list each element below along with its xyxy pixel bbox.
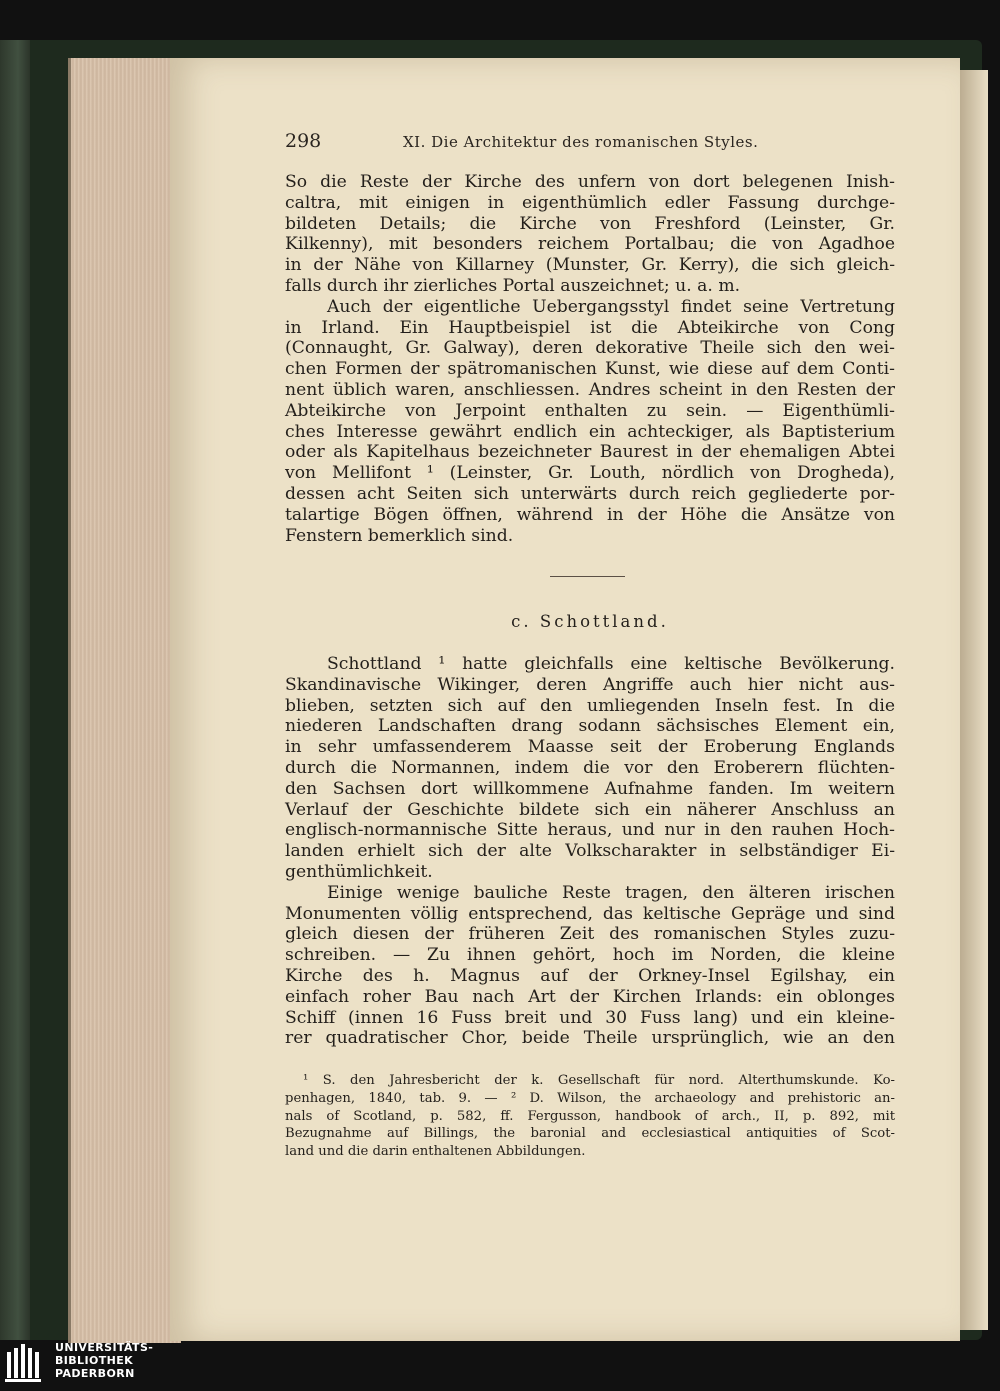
library-name bbox=[55, 1341, 153, 1380]
footnote-line: ¹ S. den Jahresbericht der k. Gesellschaft für nord. Alterthumskunde. Ko- bbox=[303, 1073, 895, 1088]
text-line: schreiben. — Zu ihnen gehört, hoch im Norden, die kleine bbox=[285, 945, 895, 966]
footnote-line: land und die darin enthaltenen Abbildungen. bbox=[285, 1144, 586, 1160]
text-line: oder als Kapitelhaus bezeichneter Baurest in der ehemaligen Abtei bbox=[285, 442, 895, 463]
page-header bbox=[285, 130, 895, 156]
text-line: blieben, setzten sich auf den umliegenden Inseln fest. In die bbox=[285, 695, 895, 716]
page-number: 298 bbox=[285, 130, 322, 152]
running-title: XI. Die Architektur des romanischen Styles. bbox=[403, 133, 759, 151]
section-divider bbox=[550, 576, 625, 577]
text-line: den Sachsen dort willkommene Aufnahme fanden. Im weitern bbox=[285, 778, 895, 799]
text-line: in Irland. Ein Hauptbeispiel ist die Abteikirche von Cong bbox=[285, 317, 895, 338]
text-line: durch die Normannen, indem die vor den Eroberern flüchten- bbox=[285, 757, 895, 778]
text-line: Fenstern bemerklich sind. bbox=[285, 525, 514, 546]
text-line: nent üblich waren, anschliessen. Andres scheint in den Resten der bbox=[285, 379, 895, 400]
text-line: chen Formen der spätromanischen Kunst, wie diese auf dem Conti- bbox=[285, 359, 895, 380]
text-line: genthümlichkeit. bbox=[285, 861, 433, 882]
text-line: Schottland ¹ hatte gleichfalls eine keltische Bevölkerung. bbox=[327, 654, 895, 674]
text-line: von Mellifont ¹ (Leinster, Gr. Louth, nördlich von Drogheda), bbox=[285, 463, 895, 484]
text-line: Auch der eigentliche Uebergangsstyl findet seine Vertretung bbox=[327, 296, 895, 317]
text-line: bildeten Details; die Kirche von Freshford (Leinster, Gr. bbox=[285, 213, 895, 234]
footnote-line: penhagen, 1840, tab. 9. — ² D. Wilson, the archaeology and prehistoric an- bbox=[285, 1090, 895, 1106]
body-text bbox=[285, 172, 895, 546]
text-line: rer quadratischer Chor, beide Theile ursprünglich, wie an den bbox=[285, 1028, 895, 1049]
library-emblem-icon bbox=[5, 1342, 45, 1384]
page-edges bbox=[68, 58, 181, 1343]
cover-marbling bbox=[0, 40, 30, 1340]
text-line: niederen Landschaften drang sodann sächsisches Element ein, bbox=[285, 716, 895, 737]
text-line: ches Interesse gewährt endlich ein achteckiger, als Baptisterium bbox=[285, 421, 895, 442]
text-line: einfach roher Bau nach Art der Kirchen Irlands: ein oblonges bbox=[285, 986, 895, 1007]
text-line: in der Nähe von Killarney (Munster, Gr. Kerry), die sich gleich- bbox=[285, 255, 895, 276]
facing-page-edge bbox=[958, 70, 988, 1330]
section-heading: c. Schottland. bbox=[511, 612, 669, 631]
text-line: englisch-normannische Sitte heraus, und nur in den rauhen Hoch- bbox=[285, 820, 895, 841]
text-line: (Connaught, Gr. Galway), deren dekorative Theile sich den wei- bbox=[285, 338, 895, 359]
text-line: in sehr umfassenderem Maasse seit der Eroberung Englands bbox=[285, 737, 895, 758]
text-line: dessen acht Seiten sich unterwärts durch reich gegliederte por- bbox=[285, 483, 895, 504]
library-name-line: PADERBORN bbox=[55, 1367, 135, 1380]
text-line: Abteikirche von Jerpoint enthalten zu sein. — Eigenthümli- bbox=[285, 400, 895, 421]
library-logo bbox=[5, 1340, 165, 1386]
footnote-line: nals of Scotland, p. 582, ff. Fergusson, handbook of arch., II, p. 892, mit bbox=[285, 1108, 895, 1124]
footnotes bbox=[285, 1072, 895, 1161]
text-line: Monumenten völlig entsprechend, das keltische Gepräge und sind bbox=[285, 903, 895, 924]
text-line: Einige wenige bauliche Reste tragen, den älteren irischen bbox=[327, 882, 895, 903]
footnote-line: Bezugnahme auf Billings, the baronial and ecclesiastical antiquities of Scot- bbox=[285, 1126, 895, 1142]
library-name-line: UNIVERSITÄTS- bbox=[55, 1341, 154, 1354]
text-line: talartige Bögen öffnen, während in der Höhe die Ansätze von bbox=[285, 504, 895, 525]
text-line: Schiff (innen 16 Fuss breit und 30 Fuss lang) und ein kleine- bbox=[285, 1007, 895, 1028]
text-line: falls durch ihr zierliches Portal auszeichnet; u. a. m. bbox=[285, 275, 741, 296]
section-text bbox=[285, 654, 895, 1049]
text-line: Kilkenny), mit besonders reichem Portalbau; die von Agadhoe bbox=[285, 234, 895, 255]
text-line: So die Reste der Kirche des unfern von dort belegenen Inish- bbox=[285, 172, 895, 192]
text-line: landen erhielt sich der alte Volkscharakter in selbständiger Ei- bbox=[285, 841, 895, 862]
text-line: caltra, mit einigen in eigenthümlich edler Fassung durchge- bbox=[285, 192, 895, 213]
text-line: Verlauf der Geschichte bildete sich ein näherer Anschluss an bbox=[285, 799, 895, 820]
library-name-line: BIBLIOTHEK bbox=[55, 1354, 134, 1367]
text-line: gleich diesen der früheren Zeit des romanischen Styles zuzu- bbox=[285, 924, 895, 945]
text-line: Kirche des h. Magnus auf der Orkney-Insel Egilshay, ein bbox=[285, 965, 895, 986]
text-line: Skandinavische Wikinger, deren Angriffe auch hier nicht aus- bbox=[285, 674, 895, 695]
